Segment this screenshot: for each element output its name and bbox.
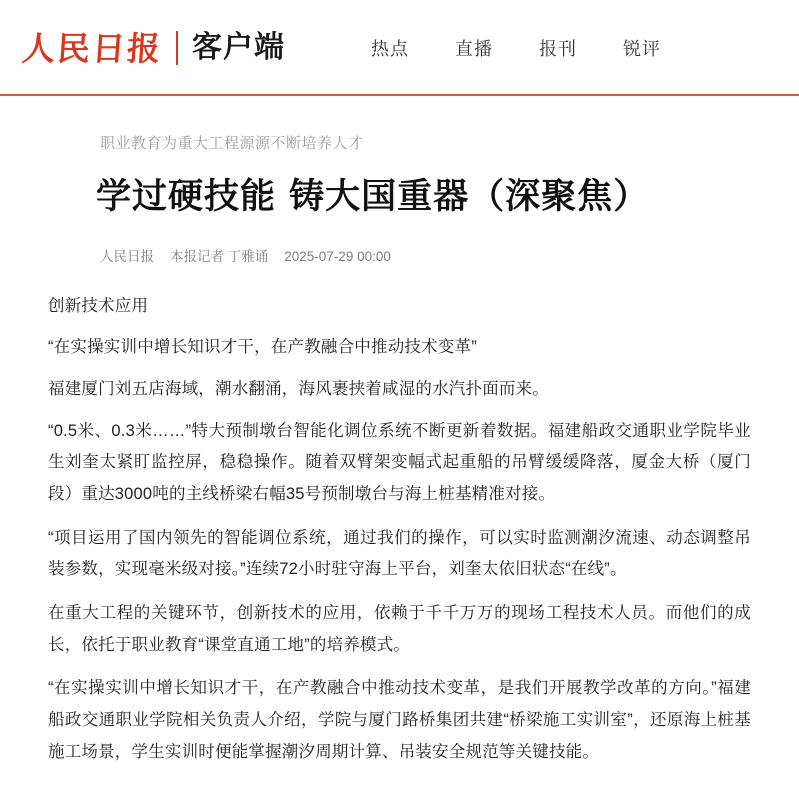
main-nav: [371, 35, 661, 61]
article-paragraph: “项目运用了国内领先的智能调位系统，通过我们的操作，可以实时监测潮汐流速、动态调整吊装参数，实现毫米级对接。”连续72小时驻守海上平台，刘奎太依旧状态“在线”。: [48, 528, 751, 579]
article-paragraph: 福建厦门刘五店海域，潮水翻涌，海风裹挟着咸湿的水汽扑面而来。: [48, 380, 549, 399]
page-title: 学过硬技能 铸大国重器（深聚焦）: [96, 176, 650, 217]
nav-item-hot[interactable]: 热点: [371, 39, 409, 59]
byline-author: 本报记者 丁雅诵: [170, 248, 269, 264]
byline: [100, 245, 751, 265]
nav-item-press[interactable]: 报刊: [539, 39, 577, 59]
article-paragraph: “0.5米、0.3米……”特大预制墩台智能化调位系统不断更新着数据。福建船政交通职业学院毕业生刘奎太紧盯监控屏，稳稳操作。随着双臂架变幅式起重船的吊臂缓缓降落，厦金大桥（厦门段）重达3000吨的主线桥梁右幅35号预制墩台与海上桩基精准对接。: [48, 421, 751, 504]
article-paragraph: “在实操实训中增长知识才干，在产教融合中推动技术变革”: [48, 338, 477, 357]
brand-subtitle: 客户端: [192, 30, 285, 65]
article-paragraph: 创新技术应用: [48, 296, 149, 315]
article-paragraph: “在实操实训中增长知识才干，在产教融合中推动技术变革，是我们开展教学改革的方向。”福建船政交通职业学院相关负责人介绍，学院与厦门路桥集团共建“桥梁施工实训室”，还原海上桩基施工场景，学生实训时便能掌握潮汐周期计算、吊装安全规范等关键技能。: [48, 679, 751, 761]
byline-date: 2025-07-29 00:00: [284, 248, 391, 264]
site-header: [0, 0, 799, 96]
article-container: [0, 96, 799, 800]
brand-logo: 人民日报: [20, 28, 164, 68]
site-brand[interactable]: [20, 28, 285, 68]
article-kicker: 职业教育为重大工程源源不断培养人才: [100, 135, 364, 152]
byline-source: 人民日报: [100, 248, 154, 264]
nav-item-live[interactable]: 直播: [455, 39, 493, 59]
article-body: [48, 291, 751, 769]
article-paragraph: 在重大工程的关键环节，创新技术的应用，依赖于千千万万的现场工程技术人员。而他们的成长，依托于职业教育“课堂直通工地”的培养模式。: [48, 604, 751, 654]
nav-item-commentary[interactable]: 锐评: [623, 39, 661, 59]
